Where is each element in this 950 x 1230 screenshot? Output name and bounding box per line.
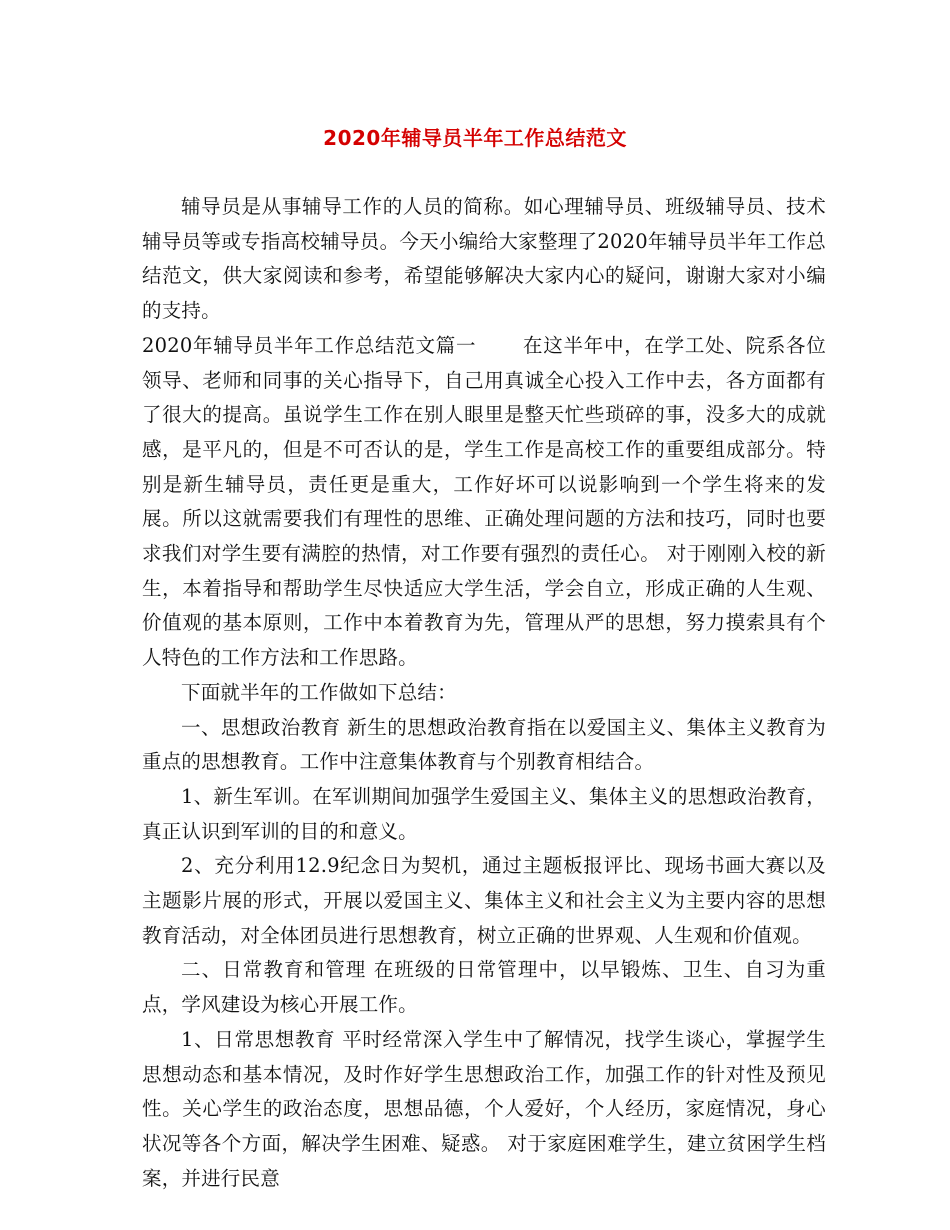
memorial-day-paragraph: 2、充分利用12.9纪念日为契机，通过主题板报评比、现场书画大赛以及主题影片展的形式，开展以爱国主义、集体主义和社会主义为主要内容的思想教育活动，对全体团员进行思想教育，树立正确的世界观、人生观和价值观。 (142, 854, 826, 947)
document-title: 2020年辅导员半年工作总结范文 (323, 126, 627, 150)
section-paragraph (142, 329, 826, 676)
document-body (142, 190, 826, 1196)
ideological-education-paragraph: 一、思想政治教育 新生的思想政治教育指在以爱国主义、集体主义教育为重点的思想教育。工作中注意集体教育与个别教育相结合。 (142, 715, 826, 774)
section-heading: 2020年辅导员半年工作总结范文篇一 (142, 333, 477, 357)
daily-management-paragraph: 二、日常教育和管理 在班级的日常管理中，以早锻炼、卫生、自习为重点，学风建设为核心开展工作。 (142, 958, 826, 1017)
section-lead-text: 在这半年中，在学工处、院系各位领导、老师和同事的关心指导下，自己用真诚全心投入工作中去，各方面都有了很大的提高。虽说学生工作在别人眼里是整天忙些琐碎的事，没多大的成就感，是平凡的，但是不可否认的是，学生工作是高校工作的重要组成部分。特别是新生辅导员，责任更是重大，工作好坏可以说影响到一个学生将来的发展。所以这就需要我们有理性的思维、正确处理问题的方法和技巧，同时也要求我们对学生要有满腔的热情，对工作要有强烈的责任心。 对于刚刚入校的新生，本着指导和帮助学生尽快适应大学生活，学会自立，形成正确的人生观、价值观的基本原则，工作中本着教育为先，管理从严的思想，努力摸索具有个人特色的工作方法和工作思路。 (142, 333, 826, 670)
military-training-paragraph: 1、新生军训。在军训期间加强学生爱国主义、集体主义的思想政治教育，真正认识到军训的目的和意义。 (142, 784, 826, 843)
summary-intro-paragraph: 下面就半年的工作做如下总结： (181, 680, 457, 704)
daily-ideology-paragraph: 1、日常思想教育 平时经常深入学生中了解情况，找学生谈心，掌握学生思想动态和基本情况，及时作好学生思想政治工作，加强工作的针对性及预见性。关心学生的政治态度，思想品德，个人爱好，个人经历，家庭情况，身心状况等各个方面，解决学生困难、疑惑。 对于家庭困难学生，建立贫困学生档案，并进行民意 (142, 1027, 826, 1190)
intro-paragraph: 辅导员是从事辅导工作的人员的简称。如心理辅导员、班级辅导员、技术辅导员等或专指高校辅导员。今天小编给大家整理了2020年辅导员半年工作总结范文，供大家阅读和参考，希望能够解决大家内心的疑问，谢谢大家对小编的支持。 (142, 195, 826, 323)
